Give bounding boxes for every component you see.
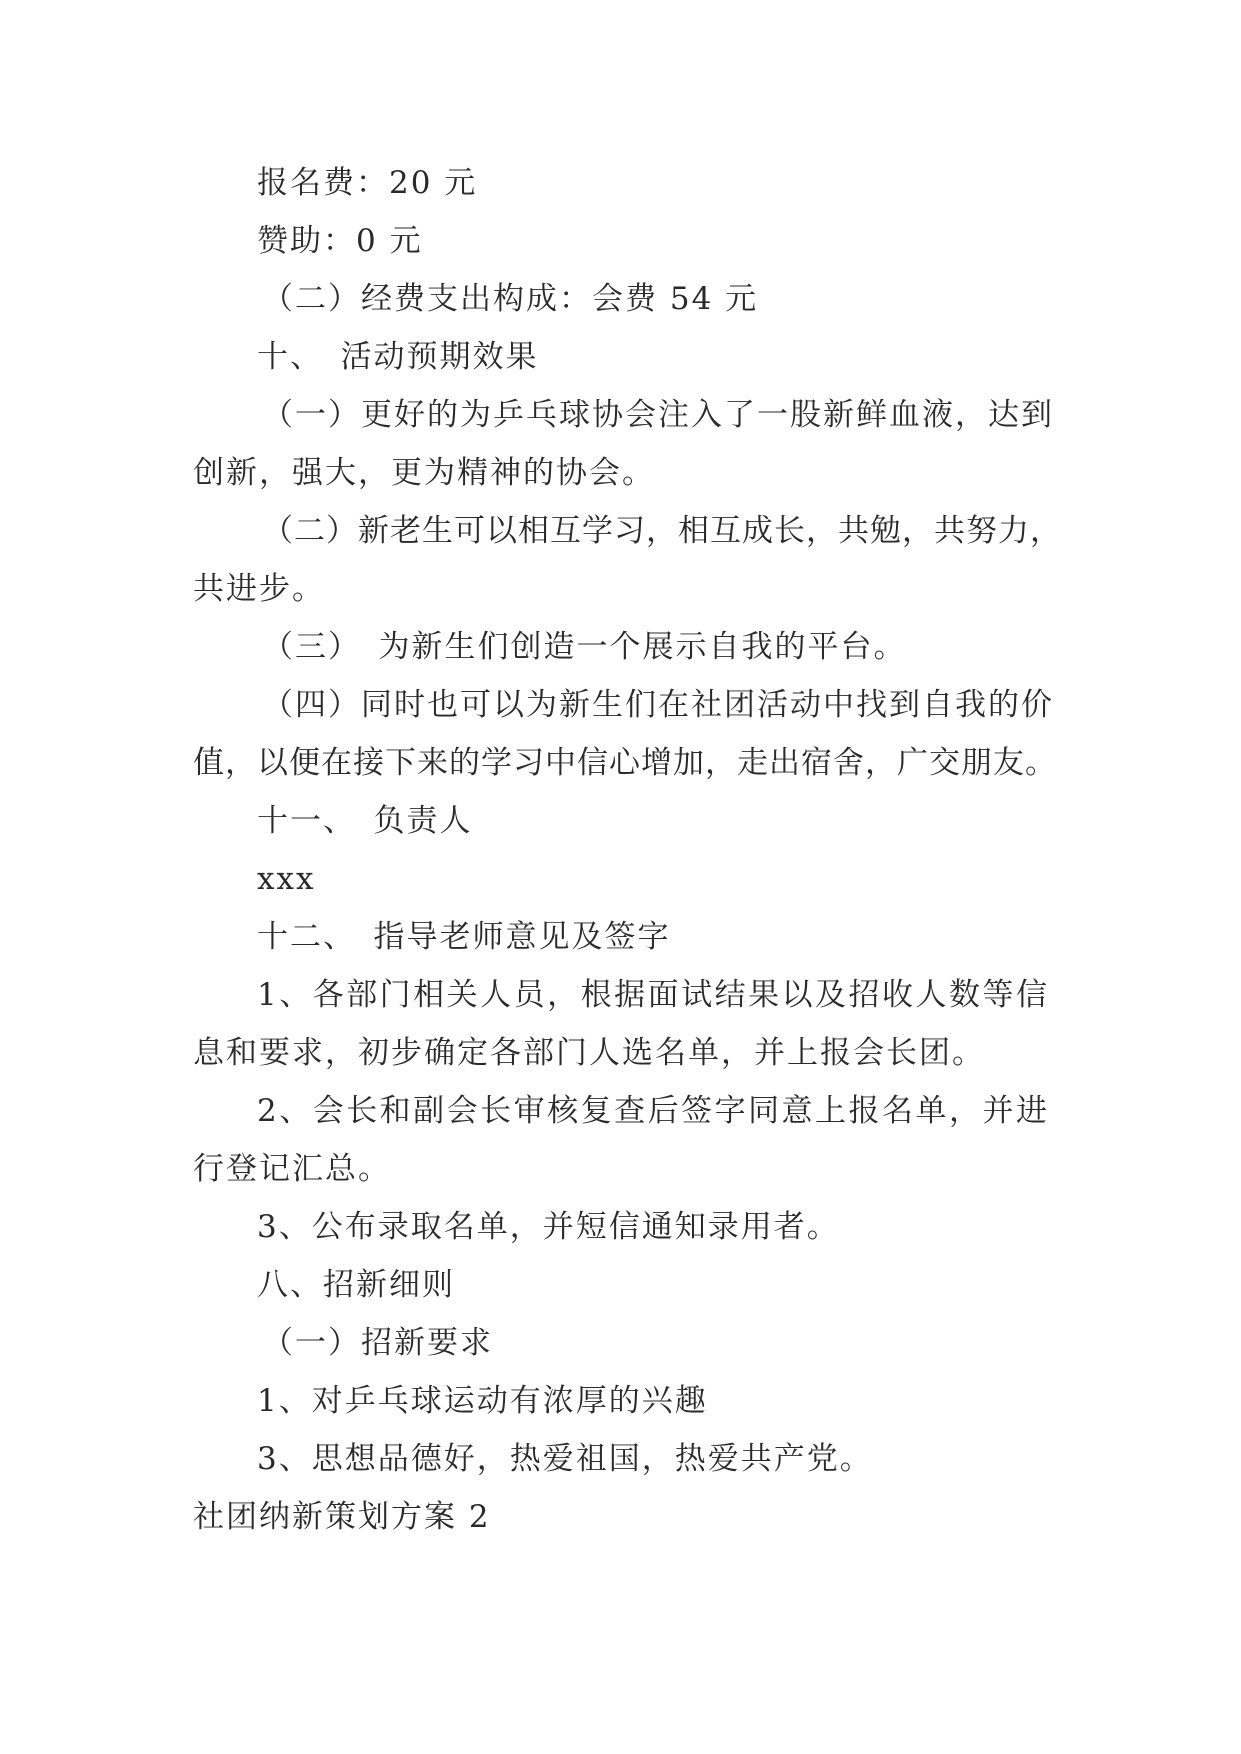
text-line: 共进步。: [193, 571, 325, 607]
text-line: 1、对乒乓球运动有浓厚的兴趣: [257, 1383, 708, 1419]
text-line: 赞助：0 元: [257, 223, 423, 259]
text-line: （二）经费支出构成：会费 54 元: [262, 281, 759, 317]
text-line: xxx: [257, 861, 316, 897]
text-line: （四）同时也可以为新生们在社团活动中找到自我的价: [262, 687, 1053, 723]
section-heading: 十一、 负责人: [257, 803, 473, 839]
text-line: 3、思想品德好，热爱祖国，热爱共产党。: [257, 1441, 873, 1477]
text-line: （二）新老生可以相互学习，相互成长，共勉，共努力，: [262, 513, 1062, 549]
text-line: 1、各部门相关人员，根据面试结果以及招收人数等信: [257, 977, 1048, 1013]
section-heading: 十二、 指导老师意见及签字: [257, 919, 671, 955]
text-line: 3、公布录取名单，并短信通知录用者。: [257, 1209, 840, 1245]
document-title: 社团纳新策划方案 2: [193, 1499, 491, 1535]
text-line: 值，以便在接下来的学习中信心增加，走出宿舍，广交朋友。: [193, 745, 1057, 781]
text-line: 创新，强大，更为精神的协会。: [193, 455, 655, 491]
section-heading: 十、 活动预期效果: [257, 339, 539, 375]
text-line: 2、会长和副会长审核复查后签字同意上报名单，并进: [257, 1093, 1048, 1129]
section-heading: 八、招新细则: [257, 1267, 455, 1303]
text-line: 行登记汇总。: [193, 1151, 391, 1187]
text-line: 报名费：20 元: [257, 165, 478, 201]
text-line: （一）更好的为乒乓球协会注入了一股新鲜血液，达到: [262, 397, 1053, 433]
text-line: （一）招新要求: [262, 1325, 493, 1361]
text-line: 息和要求，初步确定各部门人选名单，并上报会长团。: [193, 1035, 985, 1071]
text-line: （三） 为新生们创造一个展示自我的平台。: [262, 629, 907, 665]
